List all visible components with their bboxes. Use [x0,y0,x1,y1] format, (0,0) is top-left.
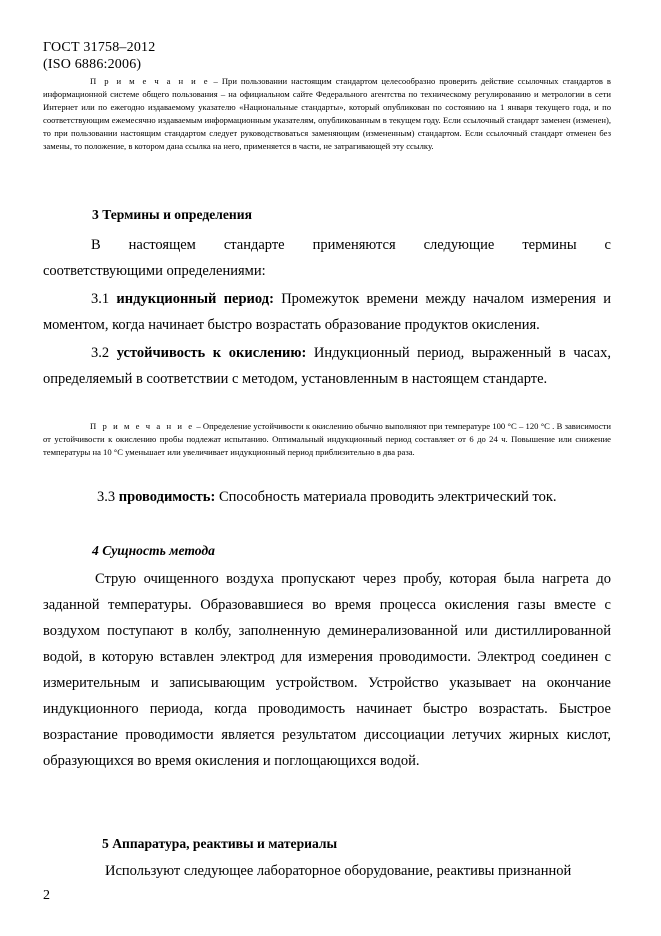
section-5-heading: 5 Аппаратура, реактивы и материалы [102,836,338,851]
term-3-1-definition: Промежуток времени между началом измерения и моментом, когда начинает быстро возрастать образование продуктов окисления. [43,291,612,333]
note-text: – При пользовании настоящим стандартом целесообразно проверить действие ссылочных стандартов в информационной системе общего пользования – на официальном сайте Федерального агентства по техническому регулированию и метрологии в сети Интернет или по ежегодно издаваемому указателю «Национальные стандарты», который опубликован по состоянию на 1 января текущего года, и по соответствующим ежемесячно издаваемым информационным указателям, опубликованным в текущем году. Если ссылочный стандарт заменен (изменен), то при пользовании настоящим стандартом следует руководствоваться заменяющим (измененным) стандартом. Если ссылочный стандарт отменен без замены, то положение, в котором дана ссылка на него, применяется в части, не затрагивающей эту ссылку. [43,76,611,151]
section-3-heading: 3 Термины и определения [92,207,252,222]
note-oxidation-stability [43,420,611,459]
note-2-text: – Определение устойчивости к окислению обычно выполняют при температуре 100 °С – 120 °С . В зависимости от устойчивости к окислению пробы подлежат испытанию. Оптимальный индукционный период составляет от 6 до 24 ч. Повышение или снижение температуры на 10 °С уменьшает или увеличивает индукционный период приблизительно в два раза. [43,421,611,457]
section-4-text: Струю очищенного воздуха пропускают через пробу, которая была нагрета до заданной температуры. Образовавшиеся во время процесса окисления газы вместе с воздухом поступают в колбу, заполненную деминерализованной или дистиллированной водой, в которую вставлен электрод для измерения проводимости. Электрод соединен с измерительным и записывающим устройством. Устройство указывает на окончание индукционного периода, когда проводимость начинает быстро возрастать. Быстрое возрастание проводимости является результатом диссоциации летучих жирных кислот, образующихся во время окисления и поглощающихся водой. [43,571,611,769]
section-4-heading: 4 Сущность метода [92,543,215,558]
note-references [43,75,611,153]
term-3-1: 3.1 индукционный период: Промежуток времени между началом измерения и моментом, когда начинает быстро возрастать образование продуктов окисления. [43,291,612,333]
term-3-2-definition: Индукционный период, выраженный в часах, определяемый в соответствии с методом, установленным в настоящем стандарте. [43,345,611,387]
term-3-3: 3.3 проводимость: Способность материала проводить электрический ток. [97,489,557,505]
section-5-text: Используют следующее лабораторное оборудование, реактивы признанной [105,863,572,879]
iso-designation: (ISO 6886:2006) [43,57,142,72]
section-3-intro-line1: В настоящем стандарте применяются следующие термины с [91,237,611,253]
section-3-intro-line2: соответствующими определениями: [43,263,266,279]
term-3-2-title: устойчивость к окислению: [116,345,307,361]
note-label: П р и м е ч а н и е [90,76,210,86]
term-3-2: 3.2 устойчивость к окислению: Индукционный период, выраженный в часах, определяемый в соответствии с методом, установленным в настоящем стандарте. [43,345,611,387]
term-3-1-title: индукционный период: [116,291,274,307]
page-number: 2 [43,888,50,903]
standard-designation: ГОСТ 31758–2012 [43,40,156,55]
note-2-label: П р и м е ч а н и е [90,421,195,431]
term-3-3-title: проводимость: [118,489,216,505]
term-3-3-definition: Способность материала проводить электрический ток. [215,489,557,505]
